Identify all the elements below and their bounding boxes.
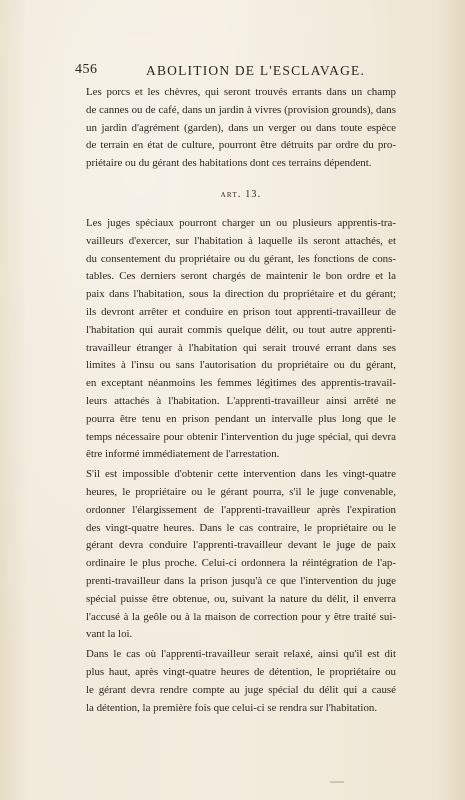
text-line: être informé immédiatement de l'arrestation.	[86, 448, 280, 461]
text-line: en exceptant néanmoins les femmes légitimes des apprentis-travail-	[86, 377, 396, 390]
text-line: prenti-travailleur dans la prison jusqu'à ce que l'intervention du juge	[86, 574, 396, 587]
page-header	[75, 62, 395, 82]
text-line: Dans le cas où l'apprenti-travailleur serait relaxé, ainsi qu'il est dit	[86, 648, 396, 661]
text-line: le gérant devra rendre compte au juge spécial du délit qui a causé	[86, 683, 396, 696]
text-line: l'habitation qui aurait commis quelque délit, ou tout autre apprenti-	[86, 323, 396, 336]
text-line: vailleurs d'exercer, sur l'habitation à laquelle ils seront attachés, et	[86, 234, 396, 247]
text-line: des vingt-quatre heures. Dans le cas contraire, le propriétaire ou le	[86, 521, 396, 534]
text-line: gérant devra conduire l'apprenti-travailleur devant le juge de paix	[86, 539, 396, 552]
text-line: de cannes ou de café, dans un jardin à vivres (provision grounds), dans	[86, 103, 396, 116]
text-line: paix dans l'habitation, sous la direction du propriétaire et du gérant;	[86, 288, 396, 301]
paragraph-special-judges	[86, 215, 396, 464]
text-line: pourra être tenu en prison pendant un intervalle plus long que le	[86, 412, 396, 425]
text-line: spécial puisse être obtenue, ou, suivant la nature du délit, il enverra	[86, 592, 396, 605]
body-text	[86, 84, 396, 717]
paragraph-release	[86, 646, 396, 717]
text-line: travailleur étranger à l'habitation qui serait trouvé errant dans ses	[86, 341, 396, 354]
text-line: un jardin d'agrément (garden), dans un verger ou dans toute espèce	[86, 121, 396, 134]
text-line: l'accusé à la geôle ou à la maison de correction pour y être traité sui-	[86, 610, 396, 623]
text-line: vant la loi.	[86, 628, 133, 641]
text-line: de terrain en état de culture, pourront être détruits par ordre du pro-	[86, 139, 396, 152]
text-line: leurs attachés à l'habitation. L'apprenti-travailleur ainsi arrêté ne	[86, 394, 396, 407]
text-line: Les juges spéciaux pourront charger un ou plusieurs apprentis-tra-	[86, 216, 396, 229]
text-line: Les porcs et les chèvres, qui seront trouvés errants dans un champ	[86, 86, 396, 98]
text-line: plus haut, après vingt-quatre heures de détention, le propriétaire ou	[86, 665, 396, 678]
paragraph-livestock	[86, 84, 396, 173]
text-line: du consentement du propriétaire ou du gérant, les fonctions de cons-	[86, 252, 396, 265]
running-title: ABOLITION DE L'ESCLAVAGE.	[146, 63, 366, 78]
text-line: ils devront arrêter et conduire en prison tout apprenti-travailleur de	[86, 305, 396, 318]
text-line: S'il est impossible d'obtenir cette intervention dans les vingt-quatre	[86, 468, 396, 481]
paragraph-intervention	[86, 466, 396, 644]
page-number: 456	[75, 62, 98, 77]
text-line: limites à l'insu ou sans l'autorisation du propriétaire ou du gérant,	[86, 359, 396, 372]
text-line: ordonner l'élargissement de l'apprenti-travailleur après l'expiration	[86, 503, 396, 516]
text-line: ordinaire le plus proche. Celui-ci ordonnera la réintégration de l'ap-	[86, 557, 396, 570]
article-heading: art. 13.	[220, 188, 262, 200]
text-line: temps nécessaire pour obtenir l'intervention du juge spécial, qui devra	[86, 430, 396, 443]
text-line: tables. Ces derniers seront chargés de maintenir le bon ordre et la	[86, 270, 396, 283]
paper-mark	[330, 781, 344, 783]
text-line: priétaire ou du gérant des habitations dont ces terrains dépendent.	[86, 157, 372, 170]
text-line: la détention, la première fois que celui-ci se rendra sur l'habitation.	[86, 701, 378, 714]
text-line: heures, le propriétaire ou le gérant pourra, s'il le juge convenable,	[86, 485, 396, 498]
